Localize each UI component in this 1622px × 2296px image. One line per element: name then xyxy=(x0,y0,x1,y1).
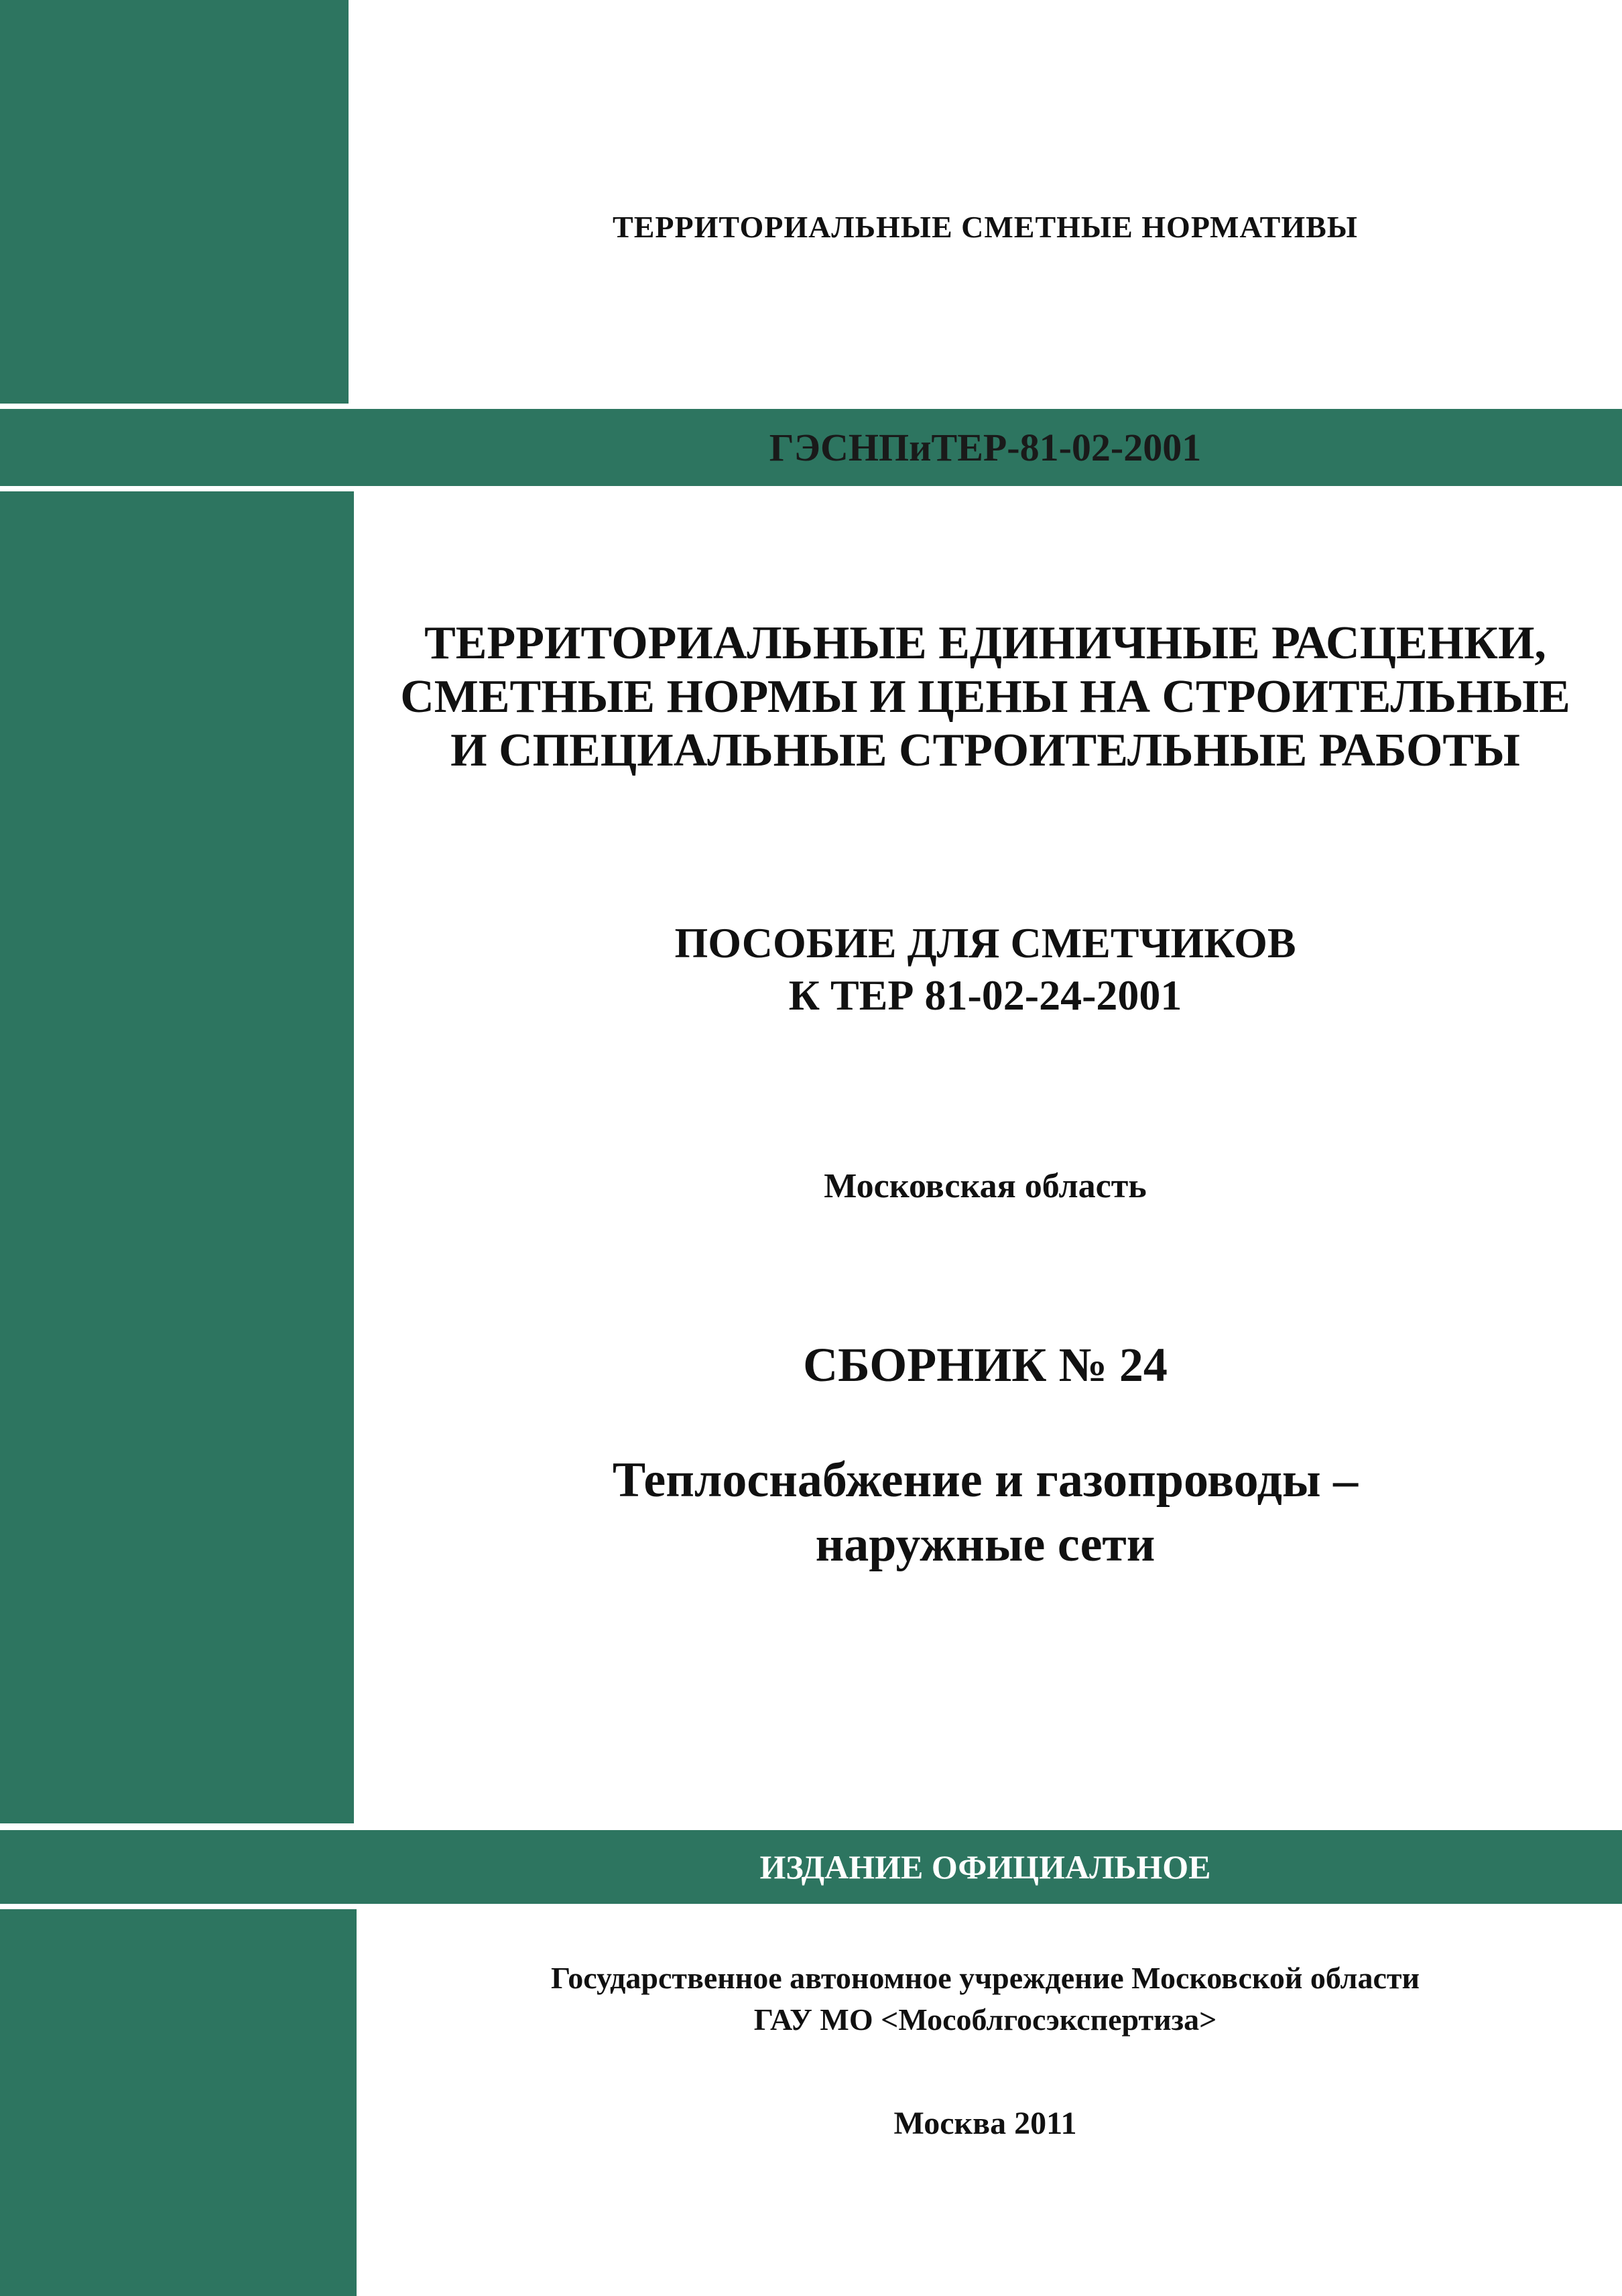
collection-number: СБОРНИК № 24 xyxy=(803,1338,1168,1392)
publisher xyxy=(349,1957,1622,2041)
publisher-line-1: Государственное автономное учреждение Московской области xyxy=(550,1961,1420,1995)
document-code: ГЭСНПиТЕР-81-02-2001 xyxy=(769,426,1202,469)
series-title: ТЕРРИТОРИАЛЬНЫЕ СМЕТНЫЕ НОРМАТИВЫ xyxy=(613,210,1358,244)
city-year: Москва 2011 xyxy=(893,2106,1077,2141)
left-green-block-bottom xyxy=(0,1909,357,2296)
manual-title-line-2: К ТЕР 81-02-24-2001 xyxy=(788,971,1182,1019)
left-green-block-top xyxy=(0,0,349,404)
collection-subject xyxy=(349,1448,1622,1577)
region: Московская область xyxy=(824,1167,1147,1205)
publisher-line-2: ГАУ МО <Мособлгосэкспертиза> xyxy=(753,2002,1217,2037)
main-title-line-1: ТЕРРИТОРИАЛЬНЫЕ ЕДИНИЧНЫЕ РАСЦЕНКИ, xyxy=(424,617,1546,669)
left-green-block-middle xyxy=(0,491,354,1823)
edition-band xyxy=(0,1830,1622,1904)
main-title-line-3: И СПЕЦИАЛЬНЫЕ СТРОИТЕЛЬНЫЕ РАБОТЫ xyxy=(450,725,1520,776)
collection-subject-line-2: наружные сети xyxy=(815,1517,1156,1572)
collection-subject-line-1: Теплоснабжение и газопроводы – xyxy=(612,1453,1359,1508)
main-title-line-2: СМЕТНЫЕ НОРМЫ И ЦЕНЫ НА СТРОИТЕЛЬНЫЕ xyxy=(400,671,1570,723)
manual-title-line-1: ПОСОБИЕ ДЛЯ СМЕТЧИКОВ xyxy=(674,919,1296,967)
code-band xyxy=(0,409,1622,486)
manual-title xyxy=(349,917,1622,1022)
edition-label: ИЗДАНИЕ ОФИЦИАЛЬНОЕ xyxy=(759,1848,1211,1886)
main-title xyxy=(349,617,1622,778)
